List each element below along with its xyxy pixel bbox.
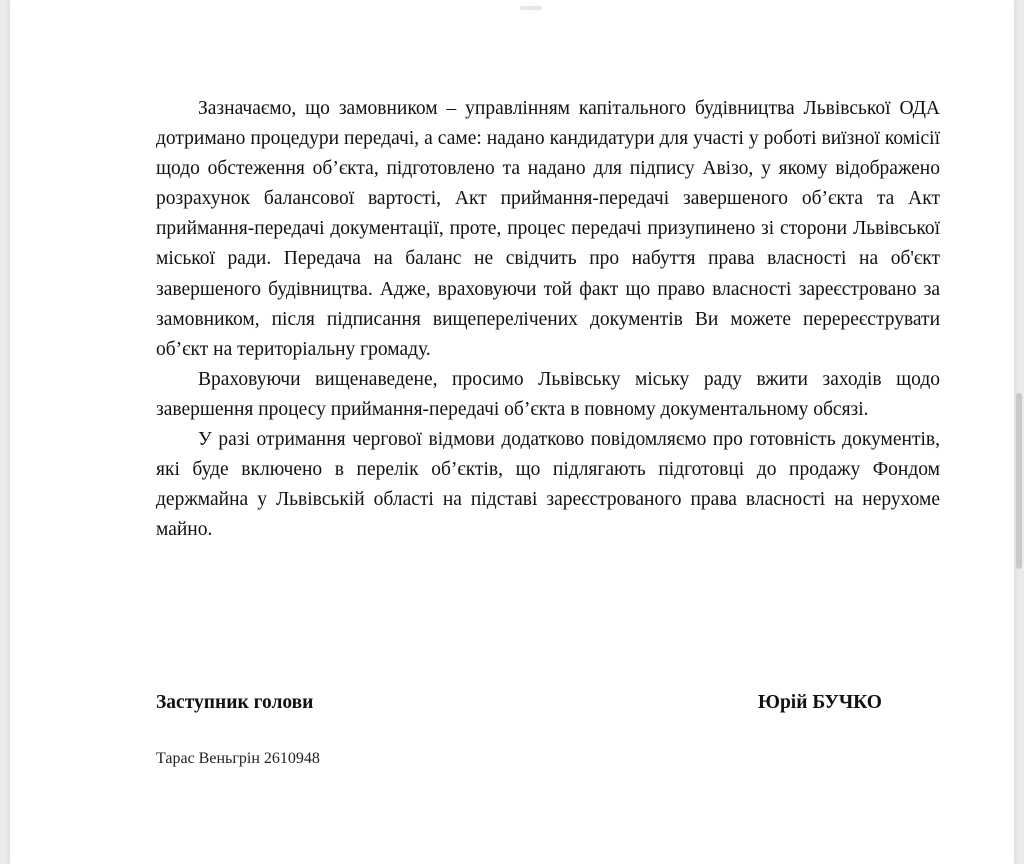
scrollbar[interactable]	[1016, 0, 1024, 864]
paragraph-1: Зазначаємо, що замовником – управлінням капітального будівництва Львівської ОДА дотримано процедури передачі, а саме: надано кандидатури для участі у роботі виїзної комісії щодо обстеження об’єкта, підготовлено та надано для підпису Авізо, у якому відображено розрахунок балансової вартості, Акт приймання-передачі завершеного об’єкта та Акт приймання-передачі документації, проте, процес передачі призупинено зі сторони Львівської міської ради. Передача на баланс не свідчить про набуття права власності на об'єкт завершеного будівництва. Адже, враховуючи той факт що право власності зареєстровано за замовником, після підписання вищеперелічених документів Ви можете перереєструвати об’єкт на територіальну громаду.	[156, 98, 940, 360]
signature-name: Юрій БУЧКО	[758, 692, 882, 713]
scrollbar-thumb[interactable]	[1016, 393, 1022, 569]
paragraph-3: У разі отримання чергової відмови додатково повідомляємо про готовність документів, які буде включено в перелік об’єктів, що підлягають підготовці до продажу Фондом держмайна у Львівській області на підставі зареєстрованого права власності на нерухоме майно.	[156, 429, 940, 541]
executor-info: Тарас Веньгрін 2610948	[156, 750, 320, 767]
signature-title: Заступник голови	[156, 692, 314, 713]
letter-body	[156, 94, 940, 545]
document-page	[10, 0, 1014, 864]
paragraph-2: Враховуючи вищенаведене, просимо Львівську міську раду вжити заходів щодо завершення процесу приймання-передачі об’єкта в повному документальному обсязі.	[156, 368, 940, 420]
page-handle	[520, 6, 542, 10]
